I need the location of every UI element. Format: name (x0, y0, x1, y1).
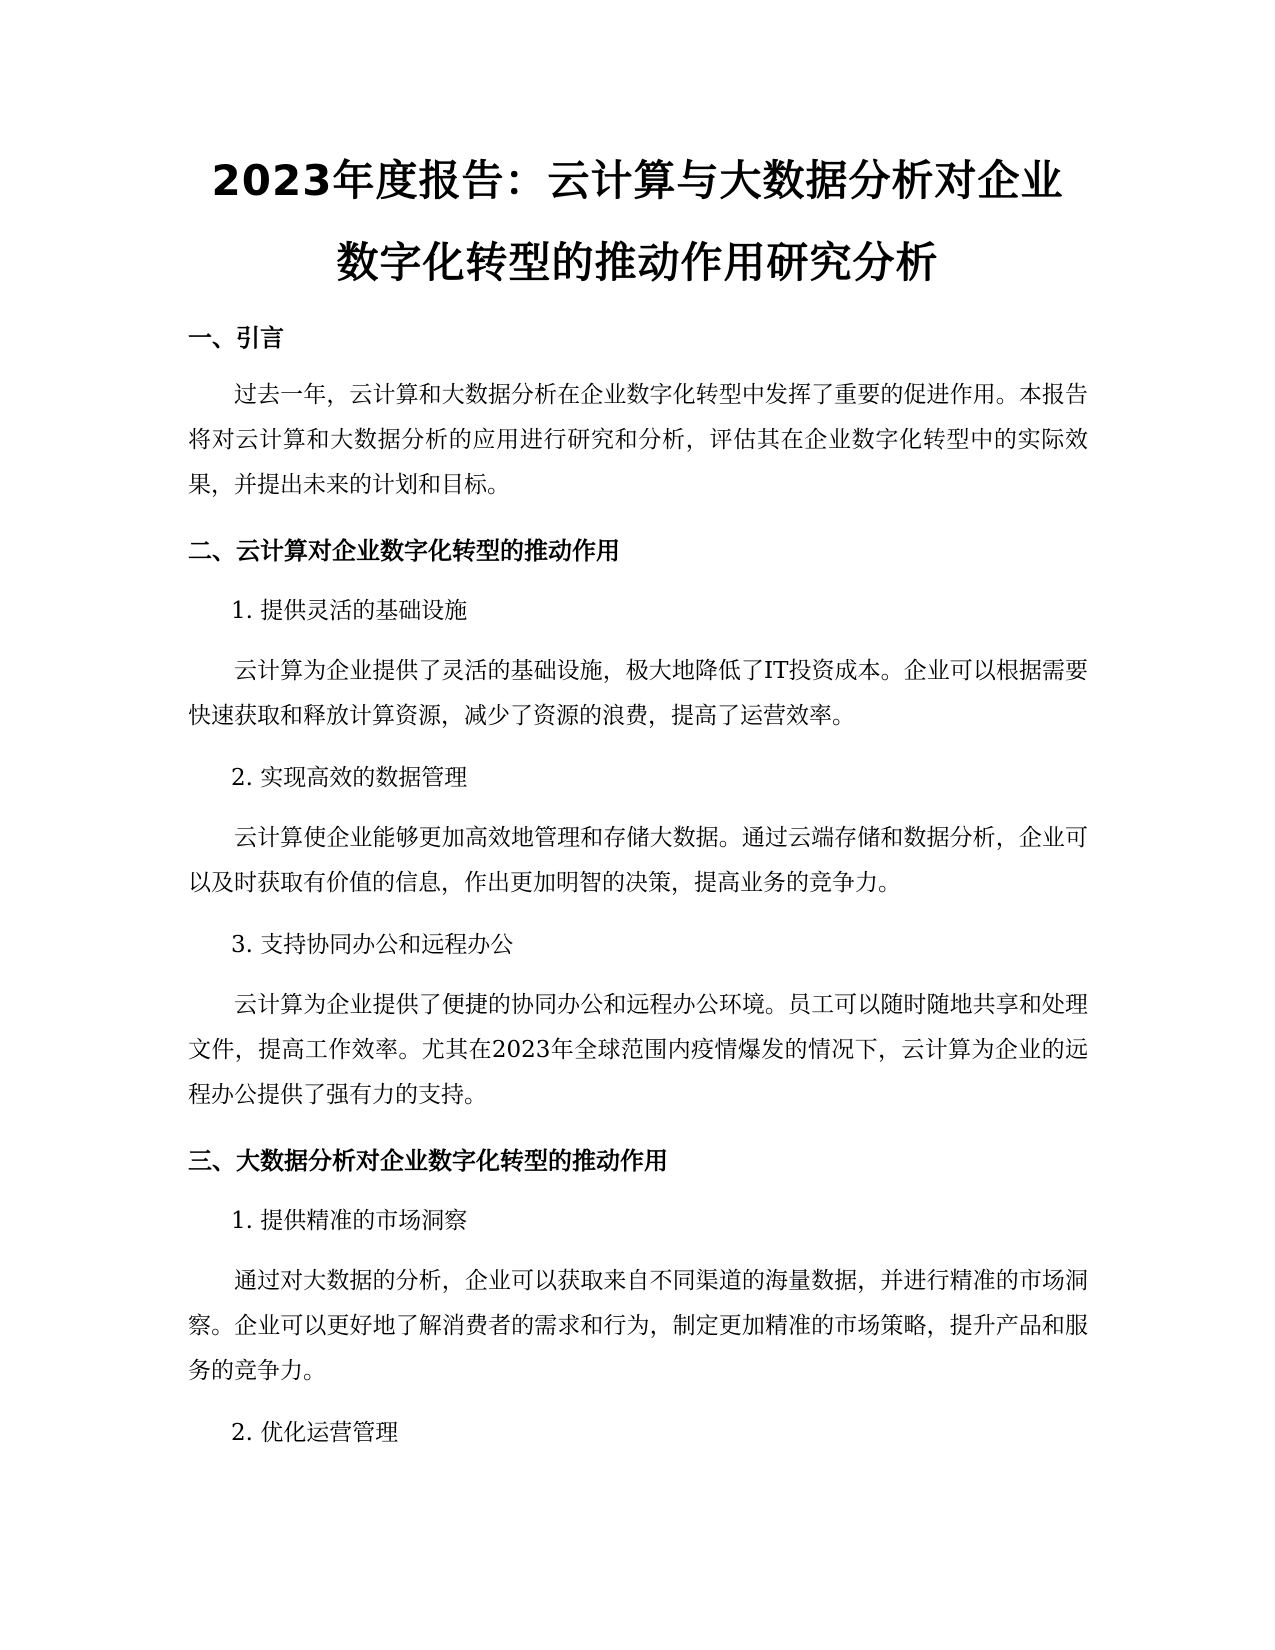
cloud-item-1-text: 云计算为企业提供了灵活的基础设施，极大地降低了IT投资成本。企业可以根据需要快速获取和释放计算资源，减少了资源的浪费，提高了运营效率。 (188, 658, 1088, 729)
bigdata-item-1-title: 1. 提供精准的市场洞察 (231, 1208, 468, 1234)
document-title (188, 140, 1088, 304)
cloud-item-3-text: 云计算为企业提供了便捷的协同办公和远程办公环境。员工可以随时随地共享和处理文件，提高工作效率。尤其在2023年全球范围内疫情爆发的情况下，云计算为企业的远程办公提供了强有力的支持。 (188, 992, 1088, 1108)
section-heading-bigdata: 三、大数据分析对企业数字化转型的推动作用 (188, 1147, 668, 1175)
cloud-item-2-text: 云计算使企业能够更加高效地管理和存储大数据。通过云端存储和数据分析，企业可以及时获取有价值的信息，作出更加明智的决策，提高业务的竞争力。 (188, 825, 1088, 896)
cloud-item-1-title: 1. 提供灵活的基础设施 (231, 598, 468, 624)
bigdata-item-1-text: 通过对大数据的分析，企业可以获取来自不同渠道的海量数据，并进行精准的市场洞察。企业可以更好地了解消费者的需求和行为，制定更加精准的市场策略，提升产品和服务的竞争力。 (188, 1268, 1088, 1384)
document-body (188, 320, 1088, 1451)
cloud-item-2-title: 2. 实现高效的数据管理 (231, 765, 468, 791)
intro-paragraph: 过去一年，云计算和大数据分析在企业数字化转型中发挥了重要的促进作用。本报告将对云计算和大数据分析的应用进行研究和分析，评估其在企业数字化转型中的实际效果，并提出未来的计划和目标。 (188, 382, 1088, 498)
bigdata-item-2-title: 2. 优化运营管理 (231, 1420, 399, 1446)
section-heading-intro: 一、引言 (188, 324, 284, 352)
title-line-1: 2023年度报告：云计算与大数据分析对企业 (211, 156, 1064, 205)
section-heading-cloud: 二、云计算对企业数字化转型的推动作用 (188, 537, 620, 565)
cloud-item-3-title: 3. 支持协同办公和远程办公 (231, 932, 514, 958)
title-line-2: 数字化转型的推动作用研究分析 (336, 238, 939, 287)
